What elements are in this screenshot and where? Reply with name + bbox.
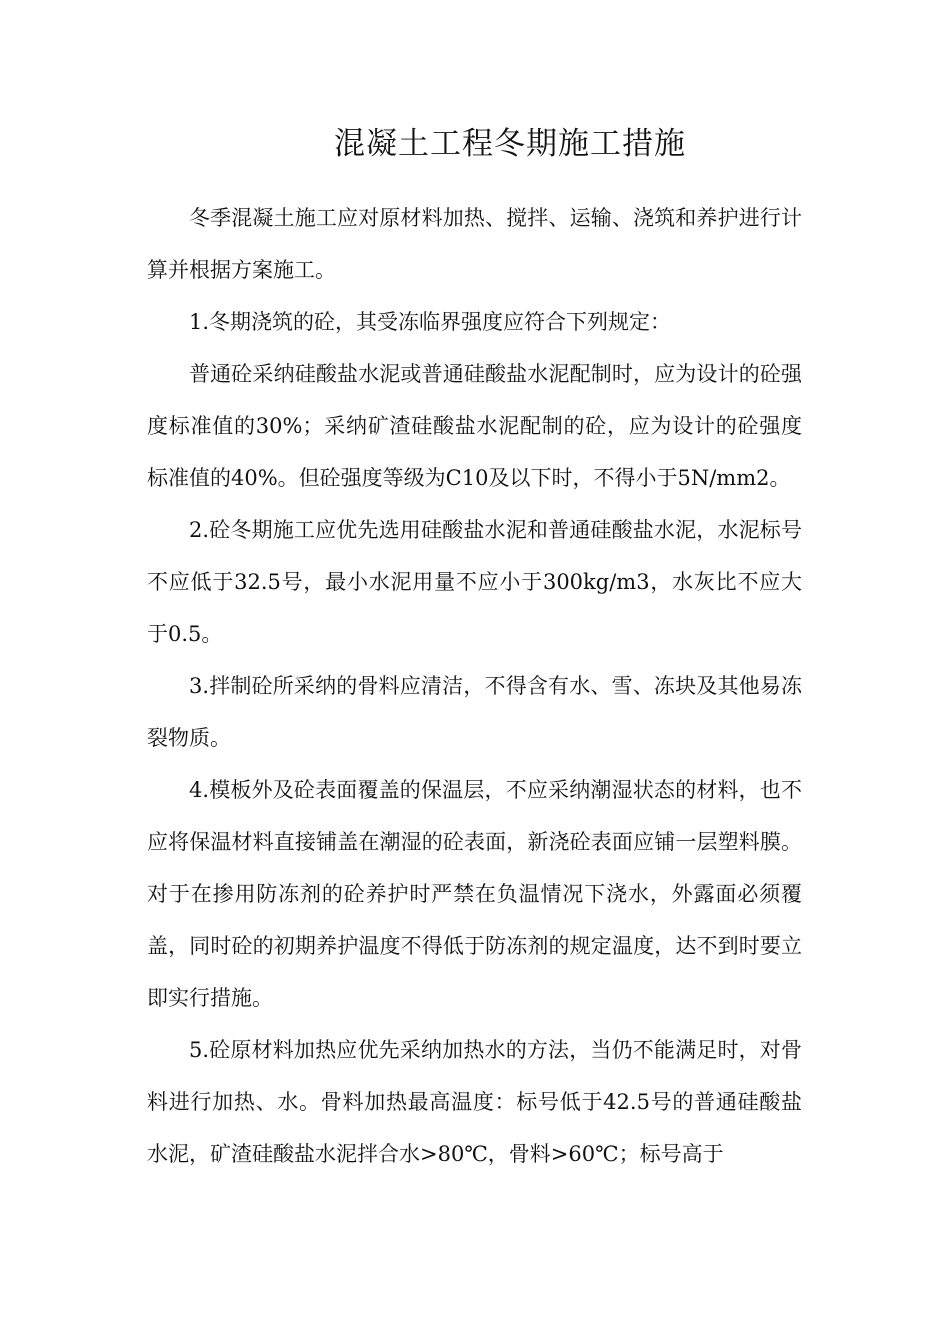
paragraph-item-5: 5.砼原材料加热应优先采纳加热水的方法，当仍不能满足时，对骨料进行加热、水。骨料加热最高温度：标号低于42.5号的普通硅酸盐水泥，矿渣硅酸盐水泥拌合水>80℃，骨料>60℃；标号高于 <box>147 1038 802 1166</box>
paragraph-item-1: 1.冬期浇筑的砼，其受冻临界强度应符合下列规定： <box>189 310 672 334</box>
paragraph-item-1-detail: 普通砼采纳硅酸盐水泥或普通硅酸盐水泥配制时，应为设计的砼强度标准值的30%；采纳矿渣硅酸盐水泥配制的砼，应为设计的砼强度标准值的40%。但砼强度等级为C10及以下时，不得小于5N/mm2。 <box>147 362 802 490</box>
document-body <box>147 192 802 1180</box>
paragraph-intro: 冬季混凝土施工应对原材料加热、搅拌、运输、浇筑和养护进行计算并根据方案施工。 <box>147 206 802 282</box>
paragraph-item-4: 4.模板外及砼表面覆盖的保温层，不应采纳潮湿状态的材料，也不应将保温材料直接铺盖在潮湿的砼表面，新浇砼表面应铺一层塑料膜。对于在掺用防冻剂的砼养护时严禁在负温情况下浇水，外露面必须覆盖，同时砼的初期养护温度不得低于防冻剂的规定温度，达不到时要立即实行措施。 <box>147 778 802 1010</box>
paragraph-item-2: 2.砼冬期施工应优先选用硅酸盐水泥和普通硅酸盐水泥，水泥标号不应低于32.5号，最小水泥用量不应小于300kg/m3，水灰比不应大于0.5。 <box>147 518 802 646</box>
document-title: 混凝土工程冬期施工措施 <box>334 126 686 162</box>
paragraph-item-3: 3.拌制砼所采纳的骨料应清洁，不得含有水、雪、冻块及其他易冻裂物质。 <box>147 674 802 750</box>
